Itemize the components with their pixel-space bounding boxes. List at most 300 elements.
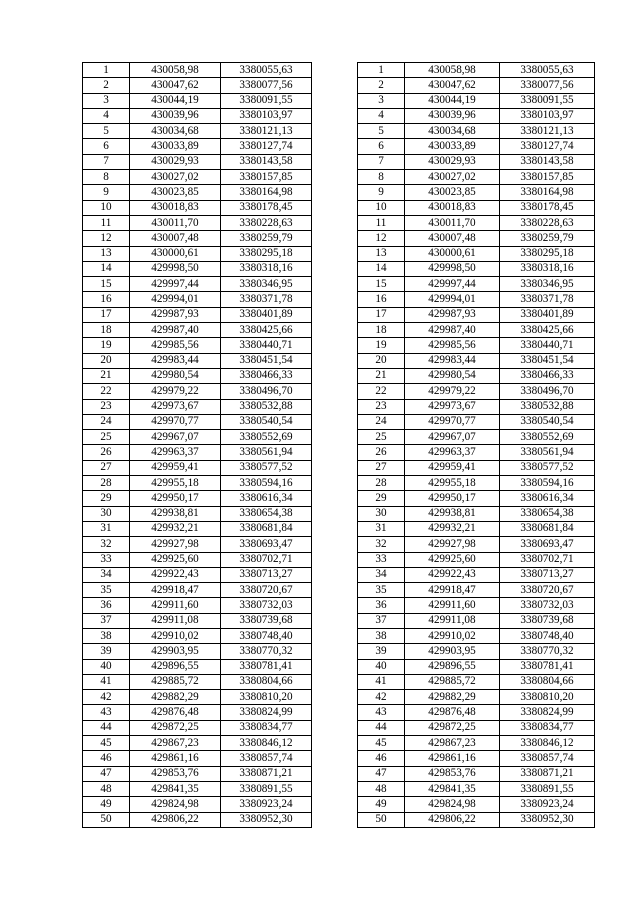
table-row (83, 368, 312, 383)
point-number-cell: 24 (358, 414, 405, 429)
x-coordinate-cell: 430033,89 (405, 139, 500, 154)
x-coordinate-cell: 429967,07 (130, 430, 221, 445)
point-number-cell: 34 (83, 567, 130, 582)
point-number-cell: 35 (358, 583, 405, 598)
table-row (83, 674, 312, 689)
point-number-cell: 47 (358, 766, 405, 781)
point-number-cell: 2 (358, 78, 405, 93)
table-row (83, 628, 312, 643)
y-coordinate-cell: 3380178,45 (221, 200, 312, 215)
y-coordinate-cell: 3380871,21 (500, 766, 595, 781)
y-coordinate-cell: 3380952,30 (500, 812, 595, 827)
y-coordinate-cell: 3380702,71 (500, 552, 595, 567)
y-coordinate-cell: 3380654,38 (500, 506, 595, 521)
point-number-cell: 10 (358, 200, 405, 215)
point-number-cell: 43 (83, 705, 130, 720)
x-coordinate-cell: 429938,81 (405, 506, 500, 521)
y-coordinate-cell: 3380781,41 (500, 659, 595, 674)
y-coordinate-cell: 3380228,63 (221, 215, 312, 230)
table-row (83, 460, 312, 475)
table-row (83, 246, 312, 261)
point-number-cell: 50 (83, 812, 130, 827)
y-coordinate-cell: 3380681,84 (221, 521, 312, 536)
y-coordinate-cell: 3380077,56 (221, 78, 312, 93)
table-row (358, 430, 595, 445)
point-number-cell: 36 (83, 598, 130, 613)
y-coordinate-cell: 3380732,03 (221, 598, 312, 613)
y-coordinate-cell: 3380077,56 (500, 78, 595, 93)
x-coordinate-cell: 429938,81 (130, 506, 221, 521)
y-coordinate-cell: 3380127,74 (221, 139, 312, 154)
point-number-cell: 37 (83, 613, 130, 628)
point-number-cell: 44 (358, 720, 405, 735)
x-coordinate-cell: 429979,22 (130, 384, 221, 399)
point-number-cell: 22 (83, 384, 130, 399)
x-coordinate-cell: 429985,56 (405, 338, 500, 353)
x-coordinate-cell: 429806,22 (405, 812, 500, 827)
coordinate-table-left (82, 62, 312, 828)
table-row (358, 751, 595, 766)
point-number-cell: 12 (83, 231, 130, 246)
table-row (358, 476, 595, 491)
table-row (83, 185, 312, 200)
point-number-cell: 15 (358, 277, 405, 292)
table-row (358, 797, 595, 812)
point-number-cell: 9 (83, 185, 130, 200)
x-coordinate-cell: 430011,70 (130, 215, 221, 230)
y-coordinate-cell: 3380259,79 (221, 231, 312, 246)
point-number-cell: 28 (358, 476, 405, 491)
table-row (358, 659, 595, 674)
point-number-cell: 21 (83, 368, 130, 383)
table-row (83, 659, 312, 674)
table-row (358, 552, 595, 567)
table-row (83, 445, 312, 460)
point-number-cell: 33 (358, 552, 405, 567)
table-row (83, 277, 312, 292)
point-number-cell: 18 (358, 323, 405, 338)
table-row (83, 63, 312, 78)
x-coordinate-cell: 429994,01 (405, 292, 500, 307)
y-coordinate-cell: 3380561,94 (221, 445, 312, 460)
x-coordinate-cell: 430058,98 (130, 63, 221, 78)
point-number-cell: 31 (83, 521, 130, 536)
x-coordinate-cell: 430007,48 (405, 231, 500, 246)
y-coordinate-cell: 3380594,16 (221, 476, 312, 491)
x-coordinate-cell: 429853,76 (130, 766, 221, 781)
point-number-cell: 26 (358, 445, 405, 460)
table-row (358, 200, 595, 215)
y-coordinate-cell: 3380178,45 (500, 200, 595, 215)
table-row (83, 705, 312, 720)
point-number-cell: 8 (83, 170, 130, 185)
y-coordinate-cell: 3380732,03 (500, 598, 595, 613)
x-coordinate-cell: 429985,56 (130, 338, 221, 353)
y-coordinate-cell: 3380781,41 (221, 659, 312, 674)
y-coordinate-cell: 3380552,69 (221, 430, 312, 445)
x-coordinate-cell: 429955,18 (405, 476, 500, 491)
coordinate-table-right (357, 62, 595, 828)
y-coordinate-cell: 3380720,67 (221, 583, 312, 598)
table-row (83, 261, 312, 276)
x-coordinate-cell: 430044,19 (130, 93, 221, 108)
table-row (358, 368, 595, 383)
point-number-cell: 4 (358, 108, 405, 123)
table-row (358, 93, 595, 108)
point-number-cell: 26 (83, 445, 130, 460)
y-coordinate-cell: 3380713,27 (500, 567, 595, 582)
x-coordinate-cell: 429882,29 (405, 690, 500, 705)
point-number-cell: 19 (83, 338, 130, 353)
x-coordinate-cell: 429963,37 (405, 445, 500, 460)
x-coordinate-cell: 429927,98 (130, 537, 221, 552)
y-coordinate-cell: 3380371,78 (221, 292, 312, 307)
x-coordinate-cell: 429861,16 (405, 751, 500, 766)
y-coordinate-cell: 3380857,74 (500, 751, 595, 766)
x-coordinate-cell: 430047,62 (405, 78, 500, 93)
x-coordinate-cell: 429970,77 (130, 414, 221, 429)
y-coordinate-cell: 3380532,88 (221, 399, 312, 414)
x-coordinate-cell: 429896,55 (130, 659, 221, 674)
y-coordinate-cell: 3380871,21 (221, 766, 312, 781)
y-coordinate-cell: 3380440,71 (221, 338, 312, 353)
table-row (358, 261, 595, 276)
table-row (83, 353, 312, 368)
x-coordinate-cell: 430039,96 (130, 108, 221, 123)
point-number-cell: 11 (83, 215, 130, 230)
table-row (358, 583, 595, 598)
x-coordinate-cell: 429910,02 (130, 628, 221, 643)
table-row (83, 338, 312, 353)
x-coordinate-cell: 429872,25 (130, 720, 221, 735)
y-coordinate-cell: 3380748,40 (500, 628, 595, 643)
y-coordinate-cell: 3380103,97 (221, 108, 312, 123)
table-row (83, 200, 312, 215)
x-coordinate-cell: 430007,48 (130, 231, 221, 246)
y-coordinate-cell: 3380318,16 (500, 261, 595, 276)
y-coordinate-cell: 3380540,54 (221, 414, 312, 429)
point-number-cell: 49 (358, 797, 405, 812)
x-coordinate-cell: 429994,01 (130, 292, 221, 307)
table-row (83, 476, 312, 491)
y-coordinate-cell: 3380891,55 (500, 781, 595, 796)
point-number-cell: 2 (83, 78, 130, 93)
x-coordinate-cell: 429918,47 (130, 583, 221, 598)
table-row (83, 399, 312, 414)
point-number-cell: 31 (358, 521, 405, 536)
x-coordinate-cell: 429911,08 (405, 613, 500, 628)
x-coordinate-cell: 430027,02 (130, 170, 221, 185)
table-row (83, 154, 312, 169)
x-coordinate-cell: 429955,18 (130, 476, 221, 491)
table-row (83, 215, 312, 230)
x-coordinate-cell: 430039,96 (405, 108, 500, 123)
x-coordinate-cell: 429987,93 (405, 307, 500, 322)
table-row (358, 292, 595, 307)
x-coordinate-cell: 429997,44 (405, 277, 500, 292)
point-number-cell: 16 (83, 292, 130, 307)
table-row (358, 613, 595, 628)
coordinate-table-left-body (83, 63, 312, 828)
y-coordinate-cell: 3380923,24 (500, 797, 595, 812)
y-coordinate-cell: 3380401,89 (221, 307, 312, 322)
y-coordinate-cell: 3380561,94 (500, 445, 595, 460)
x-coordinate-cell: 429950,17 (130, 491, 221, 506)
y-coordinate-cell: 3380055,63 (221, 63, 312, 78)
point-number-cell: 17 (358, 307, 405, 322)
x-coordinate-cell: 429824,98 (405, 797, 500, 812)
x-coordinate-cell: 429925,60 (405, 552, 500, 567)
point-number-cell: 25 (358, 430, 405, 445)
x-coordinate-cell: 430047,62 (130, 78, 221, 93)
point-number-cell: 38 (358, 628, 405, 643)
y-coordinate-cell: 3380346,95 (500, 277, 595, 292)
y-coordinate-cell: 3380157,85 (221, 170, 312, 185)
x-coordinate-cell: 429979,22 (405, 384, 500, 399)
x-coordinate-cell: 429959,41 (405, 460, 500, 475)
x-coordinate-cell: 429959,41 (130, 460, 221, 475)
point-number-cell: 45 (358, 736, 405, 751)
point-number-cell: 29 (83, 491, 130, 506)
x-coordinate-cell: 430034,68 (130, 124, 221, 139)
x-coordinate-cell: 429872,25 (405, 720, 500, 735)
point-number-cell: 35 (83, 583, 130, 598)
point-number-cell: 23 (358, 399, 405, 414)
x-coordinate-cell: 429927,98 (405, 537, 500, 552)
x-coordinate-cell: 429973,67 (405, 399, 500, 414)
table-row (83, 506, 312, 521)
table-row (83, 781, 312, 796)
table-row (358, 705, 595, 720)
y-coordinate-cell: 3380804,66 (221, 674, 312, 689)
table-row (83, 751, 312, 766)
table-row (358, 307, 595, 322)
point-number-cell: 13 (83, 246, 130, 261)
table-row (358, 781, 595, 796)
table-row (358, 690, 595, 705)
point-number-cell: 29 (358, 491, 405, 506)
y-coordinate-cell: 3380091,55 (221, 93, 312, 108)
x-coordinate-cell: 429983,44 (130, 353, 221, 368)
point-number-cell: 39 (358, 644, 405, 659)
y-coordinate-cell: 3380846,12 (221, 736, 312, 751)
y-coordinate-cell: 3380540,54 (500, 414, 595, 429)
point-number-cell: 1 (83, 63, 130, 78)
table-row (83, 292, 312, 307)
y-coordinate-cell: 3380824,99 (500, 705, 595, 720)
table-row (358, 323, 595, 338)
y-coordinate-cell: 3380594,16 (500, 476, 595, 491)
x-coordinate-cell: 429911,60 (405, 598, 500, 613)
x-coordinate-cell: 430029,93 (405, 154, 500, 169)
x-coordinate-cell: 429932,21 (405, 521, 500, 536)
y-coordinate-cell: 3380143,58 (500, 154, 595, 169)
point-number-cell: 37 (358, 613, 405, 628)
table-row (83, 108, 312, 123)
point-number-cell: 32 (358, 537, 405, 552)
point-number-cell: 46 (358, 751, 405, 766)
x-coordinate-cell: 429841,35 (130, 781, 221, 796)
point-number-cell: 33 (83, 552, 130, 567)
point-number-cell: 36 (358, 598, 405, 613)
x-coordinate-cell: 429867,23 (405, 736, 500, 751)
y-coordinate-cell: 3380693,47 (221, 537, 312, 552)
x-coordinate-cell: 429903,95 (405, 644, 500, 659)
point-number-cell: 3 (83, 93, 130, 108)
x-coordinate-cell: 429973,67 (130, 399, 221, 414)
point-number-cell: 30 (358, 506, 405, 521)
x-coordinate-cell: 429998,50 (405, 261, 500, 276)
y-coordinate-cell: 3380810,20 (221, 690, 312, 705)
table-row (83, 583, 312, 598)
point-number-cell: 42 (83, 690, 130, 705)
table-row (83, 766, 312, 781)
y-coordinate-cell: 3380451,54 (500, 353, 595, 368)
table-row (83, 124, 312, 139)
point-number-cell: 39 (83, 644, 130, 659)
point-number-cell: 34 (358, 567, 405, 582)
x-coordinate-cell: 429885,72 (405, 674, 500, 689)
point-number-cell: 5 (358, 124, 405, 139)
point-number-cell: 48 (358, 781, 405, 796)
x-coordinate-cell: 429922,43 (405, 567, 500, 582)
point-number-cell: 1 (358, 63, 405, 78)
table-row (358, 353, 595, 368)
table-row (83, 384, 312, 399)
y-coordinate-cell: 3380228,63 (500, 215, 595, 230)
table-row (83, 323, 312, 338)
coordinate-table-right-body (358, 63, 595, 828)
y-coordinate-cell: 3380127,74 (500, 139, 595, 154)
y-coordinate-cell: 3380318,16 (221, 261, 312, 276)
y-coordinate-cell: 3380143,58 (221, 154, 312, 169)
table-row (83, 598, 312, 613)
y-coordinate-cell: 3380466,33 (500, 368, 595, 383)
y-coordinate-cell: 3380425,66 (500, 323, 595, 338)
y-coordinate-cell: 3380577,52 (221, 460, 312, 475)
point-number-cell: 40 (358, 659, 405, 674)
point-number-cell: 28 (83, 476, 130, 491)
y-coordinate-cell: 3380770,32 (500, 644, 595, 659)
x-coordinate-cell: 429911,60 (130, 598, 221, 613)
table-row (83, 521, 312, 536)
y-coordinate-cell: 3380923,24 (221, 797, 312, 812)
y-coordinate-cell: 3380804,66 (500, 674, 595, 689)
x-coordinate-cell: 430033,89 (130, 139, 221, 154)
point-number-cell: 42 (358, 690, 405, 705)
table-row (358, 598, 595, 613)
y-coordinate-cell: 3380654,38 (221, 506, 312, 521)
y-coordinate-cell: 3380164,98 (221, 185, 312, 200)
point-number-cell: 40 (83, 659, 130, 674)
y-coordinate-cell: 3380346,95 (221, 277, 312, 292)
y-coordinate-cell: 3380693,47 (500, 537, 595, 552)
x-coordinate-cell: 430044,19 (405, 93, 500, 108)
y-coordinate-cell: 3380846,12 (500, 736, 595, 751)
x-coordinate-cell: 430018,83 (405, 200, 500, 215)
y-coordinate-cell: 3380055,63 (500, 63, 595, 78)
x-coordinate-cell: 429932,21 (130, 521, 221, 536)
table-row (358, 674, 595, 689)
point-number-cell: 20 (358, 353, 405, 368)
x-coordinate-cell: 429903,95 (130, 644, 221, 659)
y-coordinate-cell: 3380891,55 (221, 781, 312, 796)
table-row (83, 93, 312, 108)
x-coordinate-cell: 429998,50 (130, 261, 221, 276)
x-coordinate-cell: 430027,02 (405, 170, 500, 185)
x-coordinate-cell: 430023,85 (130, 185, 221, 200)
x-coordinate-cell: 429853,76 (405, 766, 500, 781)
y-coordinate-cell: 3380577,52 (500, 460, 595, 475)
table-row (358, 384, 595, 399)
y-coordinate-cell: 3380121,13 (500, 124, 595, 139)
table-row (358, 139, 595, 154)
x-coordinate-cell: 430018,83 (130, 200, 221, 215)
point-number-cell: 10 (83, 200, 130, 215)
y-coordinate-cell: 3380371,78 (500, 292, 595, 307)
table-row (83, 720, 312, 735)
y-coordinate-cell: 3380440,71 (500, 338, 595, 353)
table-row (83, 812, 312, 827)
y-coordinate-cell: 3380295,18 (500, 246, 595, 261)
y-coordinate-cell: 3380425,66 (221, 323, 312, 338)
table-row (83, 414, 312, 429)
point-number-cell: 16 (358, 292, 405, 307)
y-coordinate-cell: 3380857,74 (221, 751, 312, 766)
table-row (358, 78, 595, 93)
point-number-cell: 11 (358, 215, 405, 230)
point-number-cell: 14 (358, 261, 405, 276)
y-coordinate-cell: 3380739,68 (500, 613, 595, 628)
table-row (358, 277, 595, 292)
point-number-cell: 41 (83, 674, 130, 689)
x-coordinate-cell: 430000,61 (130, 246, 221, 261)
x-coordinate-cell: 430000,61 (405, 246, 500, 261)
table-row (358, 445, 595, 460)
y-coordinate-cell: 3380496,70 (221, 384, 312, 399)
x-coordinate-cell: 429987,40 (405, 323, 500, 338)
x-coordinate-cell: 429896,55 (405, 659, 500, 674)
table-row (83, 139, 312, 154)
table-row (358, 521, 595, 536)
x-coordinate-cell: 429876,48 (405, 705, 500, 720)
point-number-cell: 25 (83, 430, 130, 445)
y-coordinate-cell: 3380121,13 (221, 124, 312, 139)
point-number-cell: 47 (83, 766, 130, 781)
x-coordinate-cell: 429918,47 (405, 583, 500, 598)
x-coordinate-cell: 429963,37 (130, 445, 221, 460)
x-coordinate-cell: 429882,29 (130, 690, 221, 705)
x-coordinate-cell: 429885,72 (130, 674, 221, 689)
y-coordinate-cell: 3380681,84 (500, 521, 595, 536)
table-row (83, 170, 312, 185)
point-number-cell: 27 (83, 460, 130, 475)
point-number-cell: 17 (83, 307, 130, 322)
table-row (358, 567, 595, 582)
y-coordinate-cell: 3380451,54 (221, 353, 312, 368)
point-number-cell: 5 (83, 124, 130, 139)
point-number-cell: 19 (358, 338, 405, 353)
y-coordinate-cell: 3380834,77 (221, 720, 312, 735)
point-number-cell: 13 (358, 246, 405, 261)
x-coordinate-cell: 430023,85 (405, 185, 500, 200)
x-coordinate-cell: 429867,23 (130, 736, 221, 751)
table-row (358, 170, 595, 185)
table-row (83, 552, 312, 567)
point-number-cell: 38 (83, 628, 130, 643)
point-number-cell: 30 (83, 506, 130, 521)
point-number-cell: 45 (83, 736, 130, 751)
